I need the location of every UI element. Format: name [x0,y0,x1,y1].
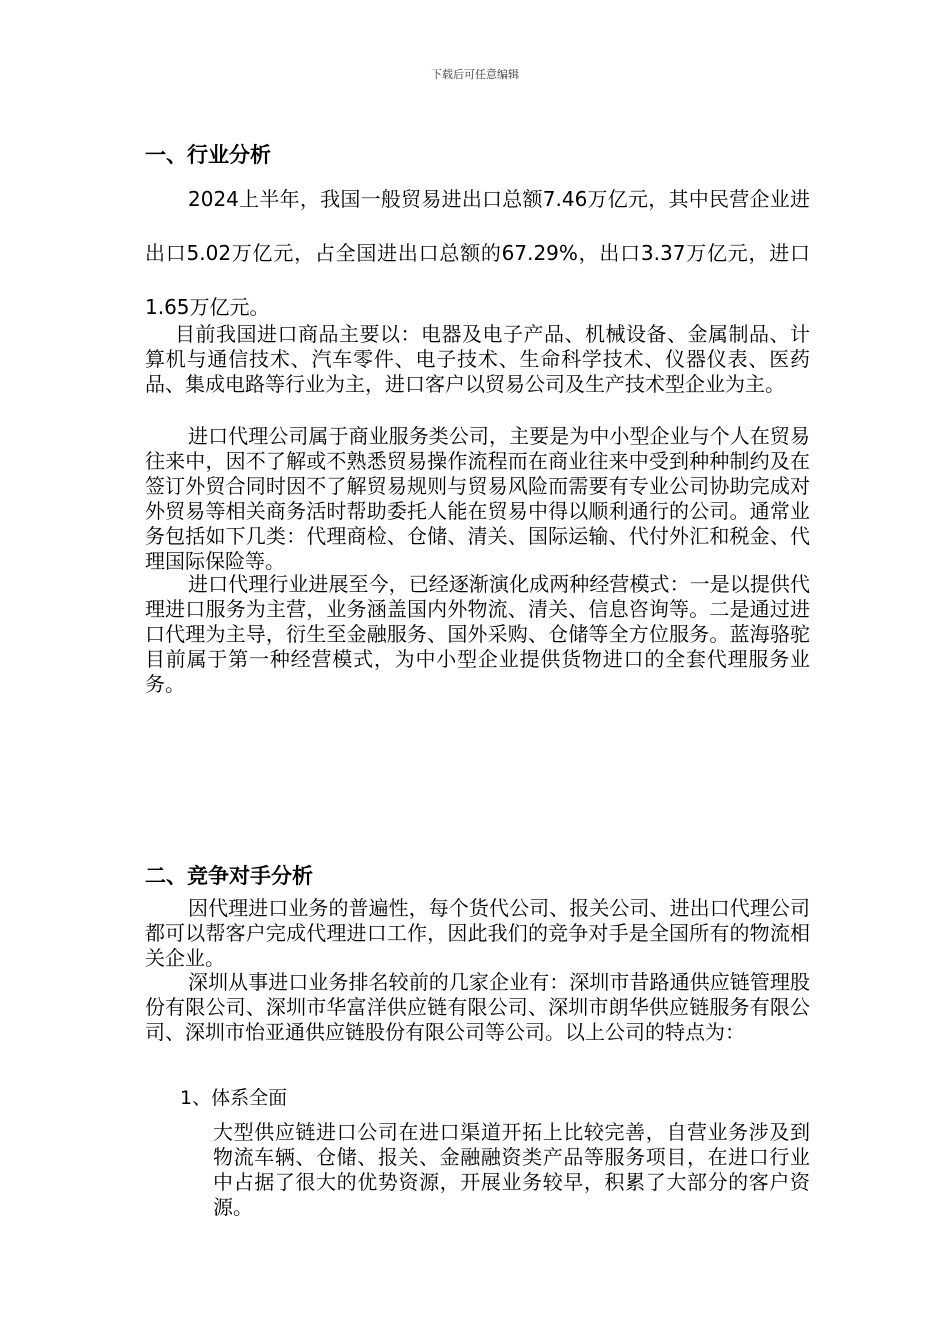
section2-paragraph-1: 因代理进口业务的普遍性，每个货代公司、报关公司、进出口代理公司都可以帮客户完成代理进口工作，因此我们的竞争对手是全国所有的物流相关企业。 [145,896,810,970]
section2-item1-heading: 1、体系全面 [180,1087,288,1109]
section2-heading: 二、竞争对手分析 [145,864,313,888]
header-note: 下载后可任意编辑 [431,68,519,81]
section2-item1-text: 大型供应链进口公司在进口渠道开拓上比较完善，自营业务涉及到物流车辆、仓储、报关、金融融资类产品等服务项目，在进口行业中占据了很大的优势资源，开展业务较早，积累了大部分的客户资源。 [213,1120,810,1219]
section1-paragraph-3: 进口代理公司属于商业服务类公司，主要是为中小型企业与个人在贸易往来中，因不了解或不熟悉贸易操作流程而在商业往来中受到种种制约及在签订外贸合同时因不了解贸易规则与贸易风险而需要有专业公司协助完成对外贸易等相关商务活时帮助委托人能在贸易中得以顺利通行的公司。通常业务包括如下几类：代理商检、仓储、清关、国际运输、代付外汇和税金、代理国际保险等。 [145,424,810,573]
section2-paragraph-2: 深圳从事进口业务排名较前的几家企业有：深圳市昔路通供应链管理股份有限公司、深圳市华富洋供应链有限公司、深圳市朗华供应链服务有限公司、深圳市怡亚通供应链股份有限公司等公司。以上公司的特点为： [145,970,810,1044]
section1-paragraph-4: 进口代理行业进展至今，已经逐渐演化成两种经营模式：一是以提供代理进口服务为主营，业务涵盖国内外物流、清关、信息咨询等。二是通过进口代理为主导，衍生至金融服务、国外采购、仓储等全方位服务。蓝海骆驼目前属于第一种经营模式，为中小型企业提供货物进口的全套代理服务业务。 [145,572,810,696]
section1-paragraph-1: 2024上半年，我国一般贸易进出口总额7.46万亿元，其中民营企业进出口5.02万亿元，占全国进出口总额的67.29%，出口3.37万亿元，进口1.65万亿元。 [145,187,810,319]
section1-heading: 一、行业分析 [145,143,271,167]
section1-paragraph-2: 目前我国进口商品主要以：电器及电子产品、机械设备、金属制品、计算机与通信技术、汽车零件、电子技术、生命科学技术、仪器仪表、医药品、集成电路等行业为主，进口客户以贸易公司及生产技术型企业为主。 [145,322,810,396]
